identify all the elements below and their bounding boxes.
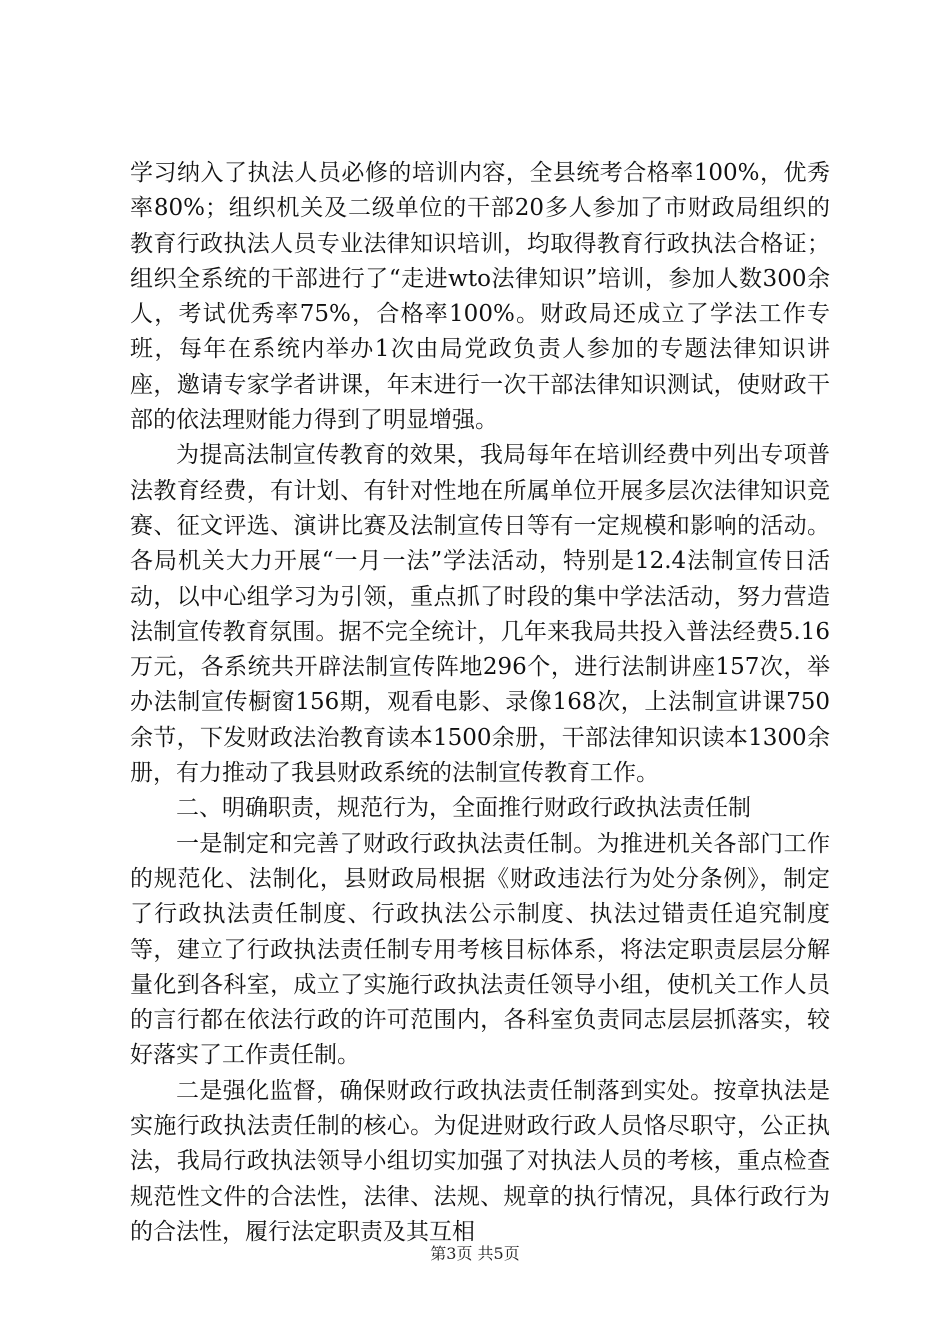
section-heading: 二、明确职责，规范行为，全面推行财政行政执法责任制	[176, 795, 751, 822]
paragraph-continuation: 学习纳入了执法人员必修的培训内容，全县统考合格率100%，优秀率80%；组织机关及二级单位的干部20多人参加了市财政局组织的教育行政执法人员专业法律知识培训，均取得教育行政执法合格证；组织全系统的干部进行了“走进wto法律知识”培训，参加人数300余人，考试优秀率75%，合格率100%。财政局还成立了学法工作专班，每年在系统内举办1次由局党政负责人参加的专题法律知识讲座，邀请专家学者讲课，年末进行一次干部法律知识测试，使财政干部的依法理财能力得到了明显增强。	[130, 160, 830, 434]
paragraph-responsibility-system: 一是制定和完善了财政行政执法责任制。为推进机关各部门工作的规范化、法制化，县财政局根据《财政违法行为处分条例》，制定了行政执法责任制度、行政执法公示制度、执法过错责任追究制度等，建立了行政执法责任制专用考核目标体系，将法定职责层层分解量化到各科室，成立了实施行政执法责任领导小组，使机关工作人员的言行都在依法行政的许可范围内，各科室负责同志层层抓落实，较好落实了工作责任制。	[130, 830, 830, 1069]
document-body	[130, 156, 830, 1250]
paragraph-supervision: 二是强化监督，确保财政行政执法责任制落到实处。按章执法是实施行政执法责任制的核心。为促进财政行政人员恪尽职守，公正执法，我局行政执法领导小组切实加强了对执法人员的考核，重点检查规范性文件的合法性，法律、法规、规章的执行情况，具体行政行为的合法性，履行法定职责及其互相	[130, 1077, 830, 1245]
paragraph-publicity-education: 为提高法制宣传教育的效果，我局每年在培训经费中列出专项普法教育经费，有计划、有针对性地在所属单位开展多层次法律知识竞赛、征文评选、演讲比赛及法制宣传日等有一定规模和影响的活动。各局机关大力开展“一月一法”学法活动，特别是12.4法制宣传日活动，以中心组学习为引领，重点抓了时段的集中学法活动，努力营造法制宣传教育氛围。据不完全统计，几年来我局共投入普法经费5.16万元，各系统共开辟法制宣传阵地296个，进行法制讲座157次，举办法制宣传橱窗156期，观看电影、录像168次，上法制宣讲课750余节，下发财政法治教育读本1500余册，干部法律知识读本1300余册，有力推动了我县财政系统的法制宣传教育工作。	[130, 442, 830, 787]
page-number: 第3页 共5页	[430, 1244, 520, 1263]
